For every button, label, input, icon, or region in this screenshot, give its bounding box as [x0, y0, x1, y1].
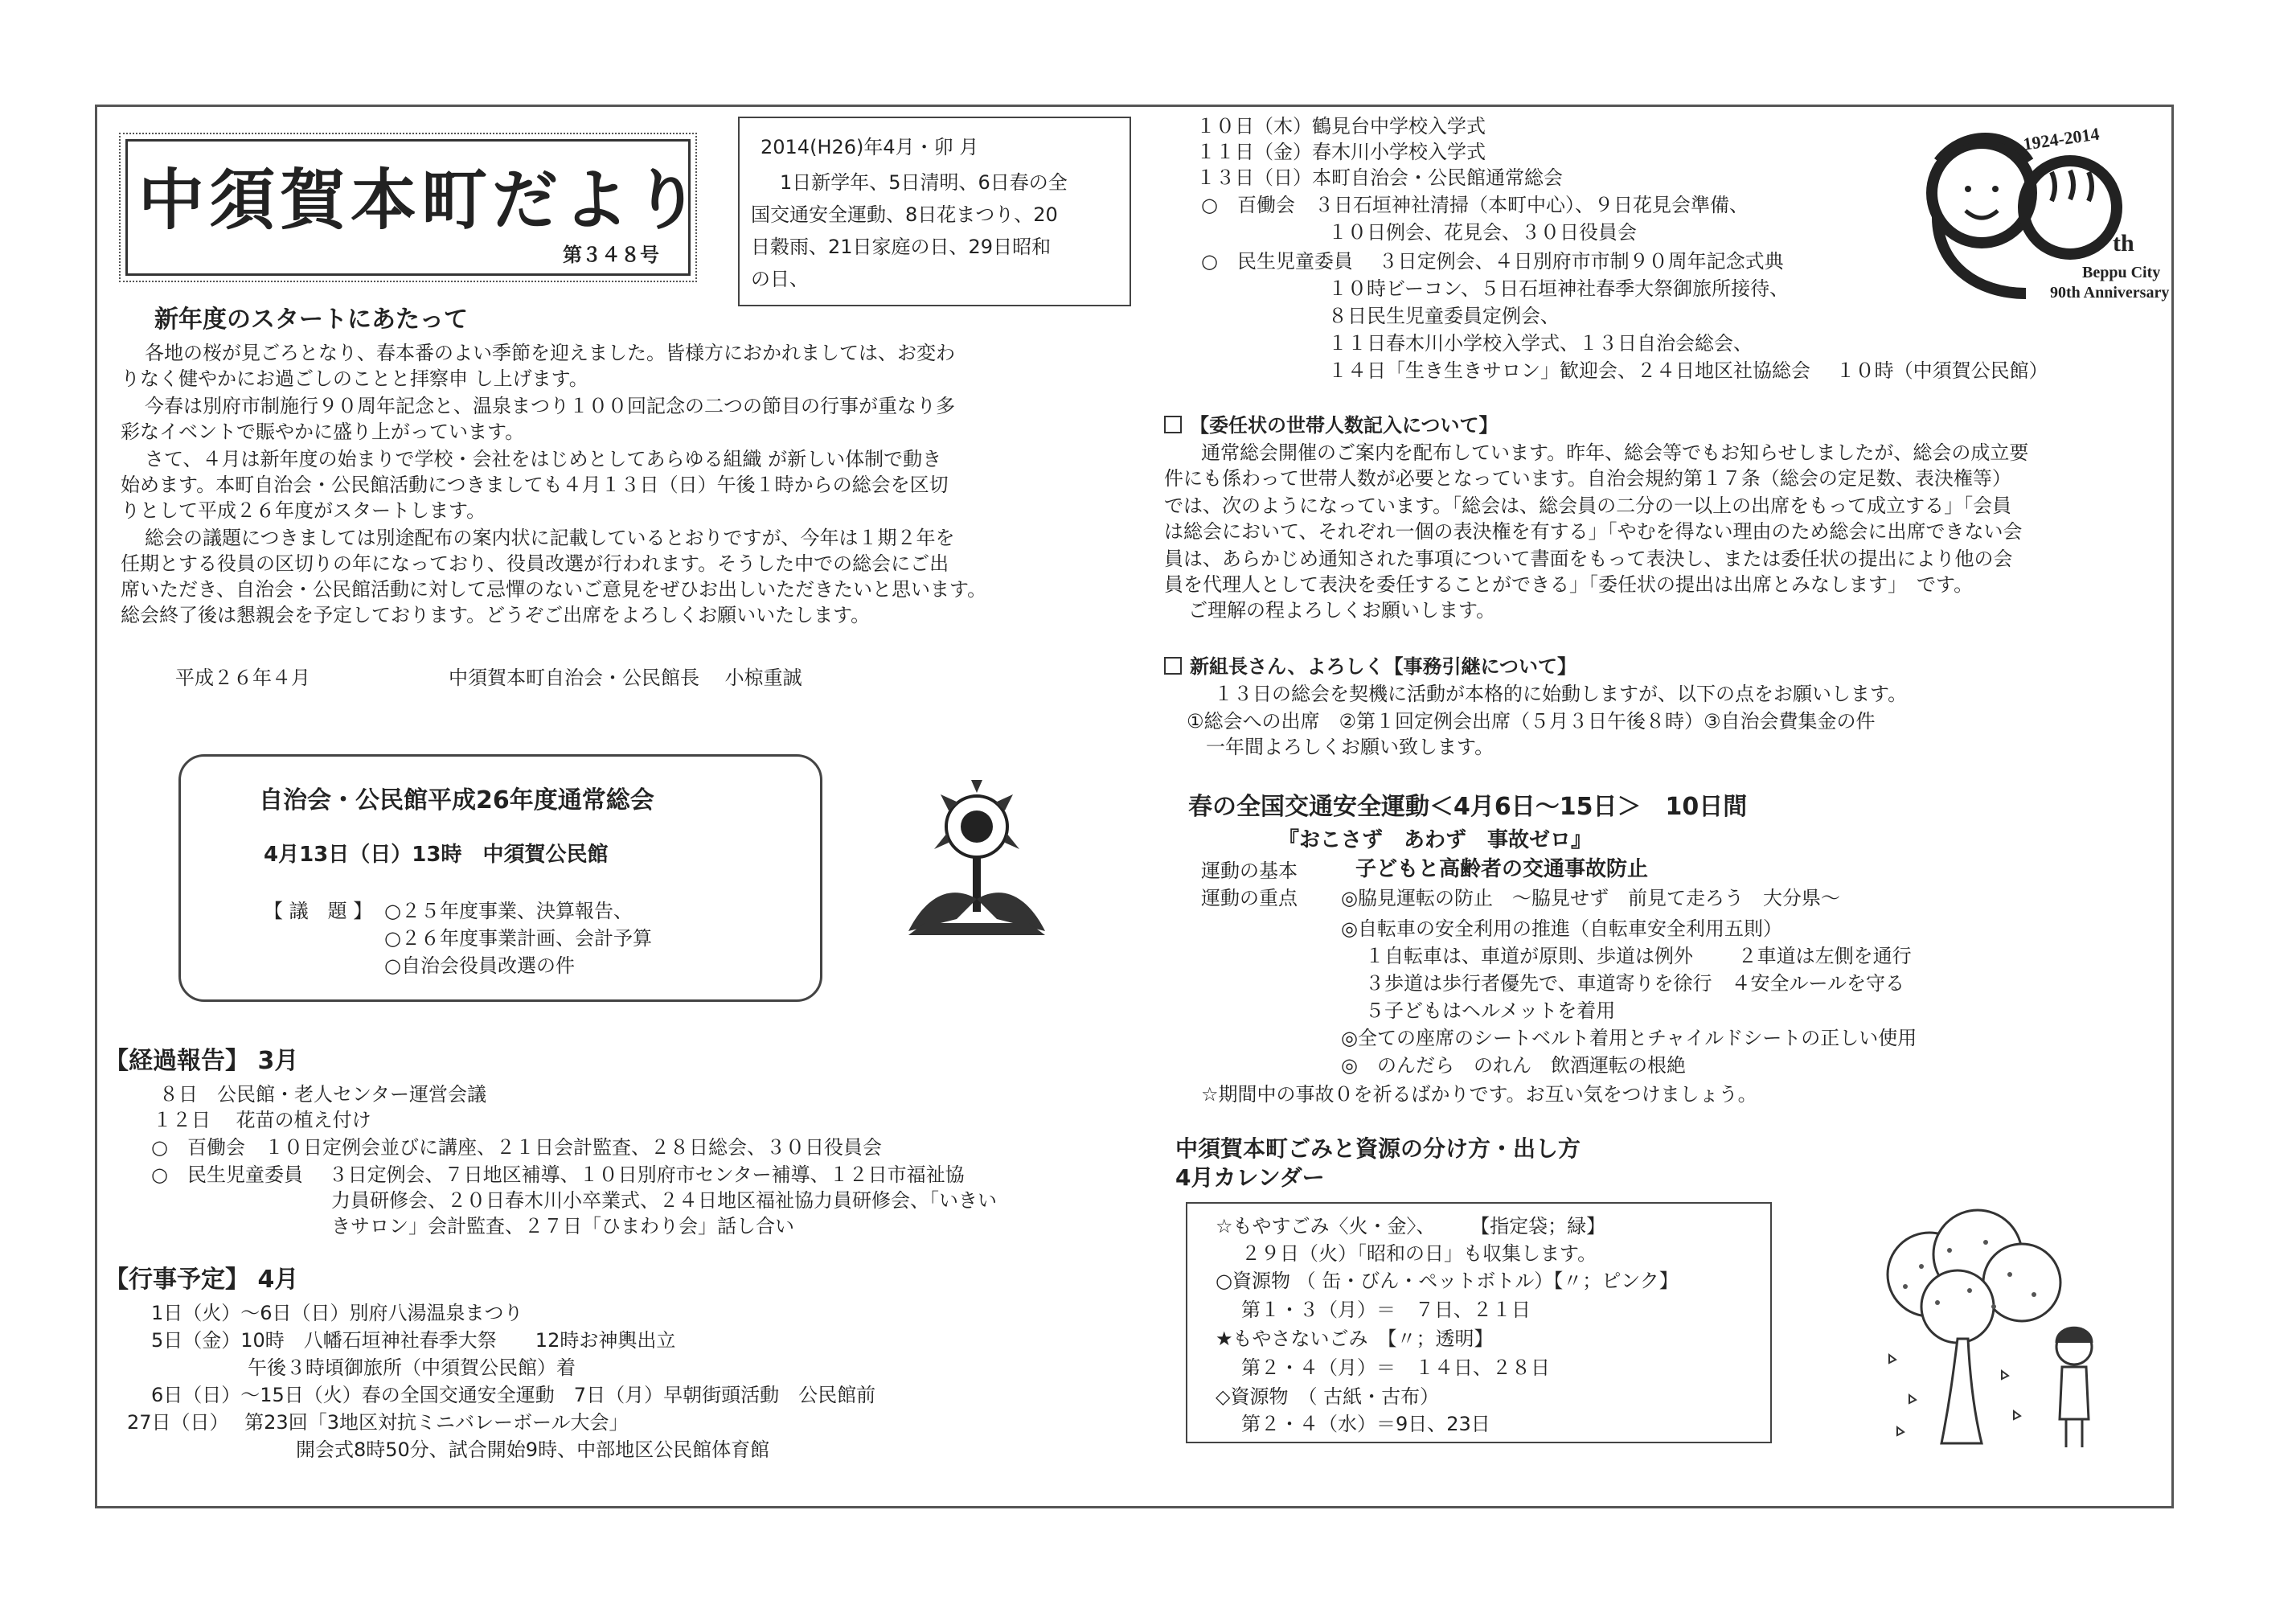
logo-years: 1924-2014 [2022, 123, 2101, 154]
traffic-focus: ◎自転車の安全利用の推進（自転車安全利用五則） [1341, 917, 1782, 940]
traffic-heading: 春の全国交通安全運動＜4月6日～15日＞ 10日間 [1188, 793, 1748, 821]
proxy-heading-text: 【委任状の世帯人数記入について】 [1190, 414, 1499, 437]
checkbox-square-icon [1164, 416, 1182, 433]
greeting-line: 総会の議題につきましては別途配布の案内状に記載しているとおりですが、今年は１期２年を [145, 527, 955, 549]
calendar-note-line: の日、 [751, 268, 809, 290]
traffic-slogan: 『おこさず あわず 事故ゼロ』 [1278, 828, 1593, 852]
report-line: ○ 百働会 １０日定例会並びに講座、２１日会計監査、２８日総会、３０日役員会 [151, 1136, 882, 1159]
greeting-line: 総会終了後は懇親会を予定しております。どうぞご出席をよろしくお願いいたします。 [121, 604, 871, 626]
garbage-line: ２９日（火）「昭和の日」も収集します。 [1241, 1242, 1597, 1265]
logo-suffix: th [2113, 230, 2134, 256]
greeting-date: 平成２６年４月 [175, 667, 310, 689]
schedule-right-line: １１日（金）春木川小学校入学式 [1196, 141, 1486, 163]
report-line: １２日 花苗の植え付け [153, 1109, 371, 1131]
handover-line: ①総会への出席 ②第１回定例会出席（５月３日午後８時）③自治会費集金の件 [1187, 710, 1876, 733]
traffic-focus: ◎脇見運転の防止 ～脇見せず 前見て走ろう 大分県～ [1341, 887, 1840, 909]
agenda-item: ○２６年度事業計画、会計予算 [384, 927, 652, 950]
garbage-line: 第１・３（月）＝ ７日、２１日 [1241, 1299, 1531, 1321]
schedule-right-line: ○ 百働会 ３日石垣神社清掃（本町中心）、９日花見会準備、 [1201, 194, 1749, 216]
proxy-line: 通常総会開催のご案内を配布しています。昨年、総会等でもお知らせしましたが、総会の成立要 [1201, 441, 2029, 464]
garbage-line: ★もやさないごみ 【〃；透明】 [1216, 1328, 1494, 1350]
masthead-title: 中須賀本町だより [138, 162, 705, 239]
greeting-line: 始めます。本町自治会・公民館活動につきましても４月１３日（日）午後１時からの総会を区切 [121, 474, 949, 496]
schedule-line: 開会式8時50分、試合開始9時、中部地区公民館体育館 [296, 1438, 770, 1461]
proxy-line: 員を代理人として表決を委任することができる」「委任状の提出は出席とみなします」 です。 [1164, 573, 1974, 596]
greeting-signature: 中須賀本町自治会・公民館長 小椋重誠 [449, 667, 802, 689]
traffic-focus: ５子どもはヘルメットを着用 [1365, 999, 1616, 1022]
greeting-line: りとして平成２６年度がスタートします。 [121, 499, 486, 522]
agenda-item: ○２５年度事業、決算報告、 [384, 900, 633, 922]
schedule-right-line: １４日「生き生きサロン」歓迎会、２４日地区社協総会 １０時（中須賀公民館） [1328, 359, 2048, 382]
proxy-line: ご理解の程よろしくお願いします。 [1188, 599, 1496, 622]
schedule-right-line: １３日（日）本町自治会・公民館通常総会 [1196, 166, 1563, 189]
report-line: きサロン」会計監査、２７日「ひまわり会」話し合い [331, 1215, 794, 1237]
garbage-line: ○資源物 （ 缶・びん・ペットボトル）【〃；ピンク】 [1216, 1270, 1679, 1292]
schedule-line: 午後３時頃御旅所（中須賀公民館）着 [248, 1356, 576, 1379]
traffic-focus: ３歩道は歩行者優先で、車道寄りを徐行 ４安全ルールを守る [1365, 972, 1905, 995]
proxy-line: は総会において、それぞれ一個の表決権を有する」「やむを得ない理由のため総会に出席できない会 [1164, 520, 2023, 543]
report-line: 力員研修会、２０日春木川小卒業式、２４日地区福祉協力員研修会、「いきい [331, 1189, 997, 1212]
schedule-line: 6日（日）～15日（火）春の全国交通安全運動 7日（月）早朝街頭活動 公民館前 [151, 1384, 876, 1406]
garbage-line: 第２・４（月）＝ １４日、２８日 [1241, 1356, 1550, 1379]
calendar-note-line: 1日新学年、5日清明、6日春の全 [780, 171, 1068, 194]
proxy-heading [1164, 413, 1499, 437]
calendar-note-line: 国交通安全運動、8日花まつり、20 [751, 203, 1058, 226]
checkbox-square-icon [1164, 657, 1182, 675]
greeting-line: 今春は別府市制施行９０周年記念と、温泉まつり１００回記念の二つの節目の行事が重なり多 [145, 395, 955, 417]
agenda-label: 【 議 題 】 [264, 900, 373, 922]
greeting-line: 彩なイベントで賑やかに盛り上がっています。 [121, 421, 525, 443]
schedule-right-line: １０日例会、花見会、３０日役員会 [1328, 221, 1637, 244]
schedule-right-line: １１日春木川小学校入学式、１３日自治会総会、 [1328, 332, 1753, 355]
schedule-line: 1日（火）～6日（日）別府八湯温泉まつり [151, 1302, 523, 1324]
schedule-right-line: １０日（木）鶴見台中学校入学式 [1196, 115, 1486, 137]
beppu-90th-logo [1905, 113, 2170, 310]
greeting-line: 席いただき、自治会・公民館活動に対して忌憚のないご意見をぜひお出しいただきたいと思います。 [121, 578, 987, 601]
traffic-basic-label: 運動の基本 [1201, 860, 1298, 882]
schedule-line: 27日（日） 第23回「3地区対抗ミニバレーボール大会」 [127, 1411, 629, 1434]
traffic-focus: １自転車は、車道が原則、歩道は例外 ２車道は左側を通行 [1365, 945, 1912, 967]
handover-line: １３日の総会を契機に活動が本格的に始動しますが、以下の点をお願いします。 [1214, 683, 1908, 705]
cherry-tree-illustration [1873, 1210, 2114, 1459]
traffic-basic: 子どもと高齢者の交通事故防止 [1355, 857, 1649, 881]
garbage-line: ☆もやすごみ〈火・金〉、 【指定袋；緑】 [1216, 1215, 1606, 1237]
handover-line: 一年間よろしくお願い致します。 [1206, 736, 1494, 758]
traffic-focus: ◎ のんだら のれん 飲酒運転の根絶 [1341, 1054, 1686, 1077]
traffic-focus-label: 運動の重点 [1201, 887, 1298, 909]
schedule-right-line: １０時ビーコン、５日石垣神社春季大祭御旅所接待、 [1328, 277, 1790, 300]
garbage-line: 第２・４（水）＝9日、23日 [1241, 1413, 1490, 1435]
calendar-note-line: 日穀雨、21日家庭の日、29日昭和 [751, 236, 1052, 258]
agenda-item: ○自治会役員改選の件 [384, 954, 575, 977]
issue-number: 第３４８号 [563, 244, 659, 266]
traffic-focus: ◎全ての座席のシートベルト着用とチャイルドシートの正しい使用 [1341, 1027, 1917, 1049]
report-heading: 【経過報告】 3月 [105, 1047, 299, 1075]
greeting-heading: 新年度のスタートにあたって [154, 306, 468, 334]
meeting-when: 4月13日（日）13時 中須賀公民館 [264, 843, 609, 867]
garbage-heading: 中須賀本町ごみと資源の分け方・出し方 [1175, 1135, 1581, 1162]
proxy-line: 件にも係わって世帯人数が必要となっています。自治会規約第１７条（総会の定足数、表決権等） [1164, 467, 2011, 490]
greeting-line: さて、４月は新年度の始まりで学校・会社をはじめとしてあらゆる組織 が新しい体制で動き [145, 448, 942, 470]
schedule-right-line: ８日民生児童委員定例会、 [1328, 305, 1560, 327]
greeting-line: りなく健やかにお過ごしのことと拝察申 し上げます。 [121, 367, 588, 390]
proxy-line: 員は、あらかじめ通知された事項について書面をもって表決し、または委任状の提出により他の会 [1164, 548, 2013, 570]
traffic-closing: ☆期間中の事故０を祈るばかりです。お互い気をつけましょう。 [1201, 1083, 1757, 1106]
greeting-line: 任期とする役員の区切りの年になっており、役員改選が行われます。そうした中での総会にご出 [121, 552, 949, 575]
schedule-heading: 【行事予定】 4月 [105, 1266, 299, 1294]
logo-anniversary: 90th Anniversary [2050, 284, 2170, 302]
schedule-right-line: ○ 民生児童委員 ３日定例会、４日別府市市制９０周年記念式典 [1201, 250, 1784, 273]
meeting-title: 自治会・公民館平成26年度通常総会 [259, 786, 654, 815]
handover-heading-text: 新組長さん、よろしく【事務引継について】 [1190, 655, 1576, 678]
calendar-note-heading: 2014(H26)年4月・卯 月 [761, 136, 979, 158]
flower-illustration [892, 778, 1061, 947]
garbage-subheading: 4月カレンダー [1175, 1164, 1325, 1191]
report-line: ８日 公民館・老人センター運営会議 [159, 1083, 487, 1106]
greeting-line: 各地の桜が見ごろとなり、春本番のよい季節を迎えました。皆様方におかれましては、お変わ [145, 342, 955, 364]
schedule-line: 5日（金）10時 八幡石垣神社春季大祭 12時お神輿出立 [151, 1329, 676, 1352]
report-line: ○ 民生児童委員 ３日定例会、７日地区補導、１０日別府市センター補導、１２日市福祉協 [151, 1163, 965, 1186]
handover-heading [1164, 655, 1576, 679]
proxy-line: では、次のようになっています。「総会は、総会員の二分の一以上の出席をもって成立する」「会員 [1164, 495, 2012, 517]
garbage-line: ◇資源物 （ 古紙・古布） [1216, 1385, 1440, 1408]
logo-city: Beppu City [2082, 264, 2161, 281]
